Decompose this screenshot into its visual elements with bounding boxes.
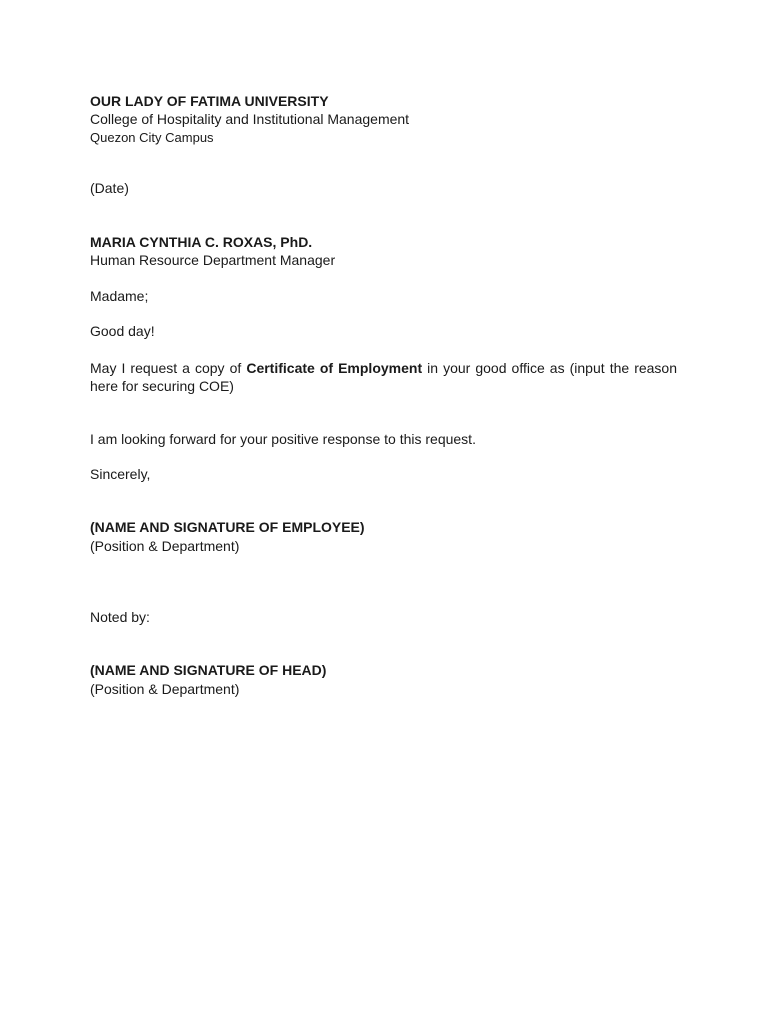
certificate-of-employment: Certificate of Employment: [246, 360, 423, 376]
university-name: OUR LADY OF FATIMA UNIVERSITY: [90, 93, 329, 109]
request-paragraph: [90, 359, 677, 395]
salutation: Madame;: [90, 288, 149, 304]
request-text-end: in your good office as (input the reason here for securing COE): [90, 360, 677, 394]
head-position: (Position & Department): [90, 681, 240, 697]
head-name-signature: (NAME AND SIGNATURE OF HEAD): [90, 662, 327, 678]
request-text-start: May I request a copy of: [90, 360, 247, 376]
greeting: Good day!: [90, 323, 155, 339]
sign-off: Sincerely,: [90, 466, 151, 482]
noted-by-label: Noted by:: [90, 609, 150, 625]
employee-position: (Position & Department): [90, 538, 240, 554]
recipient-name: MARIA CYNTHIA C. ROXAS, PhD.: [90, 234, 313, 250]
letter-date: (Date): [90, 180, 129, 196]
closing-line: I am looking forward for your positive response to this request.: [90, 431, 476, 447]
employee-name-signature: (NAME AND SIGNATURE OF EMPLOYEE): [90, 519, 365, 535]
campus-name: Quezon City Campus: [90, 130, 214, 145]
recipient-title: Human Resource Department Manager: [90, 252, 336, 268]
college-name: College of Hospitality and Institutional Management: [90, 111, 410, 127]
